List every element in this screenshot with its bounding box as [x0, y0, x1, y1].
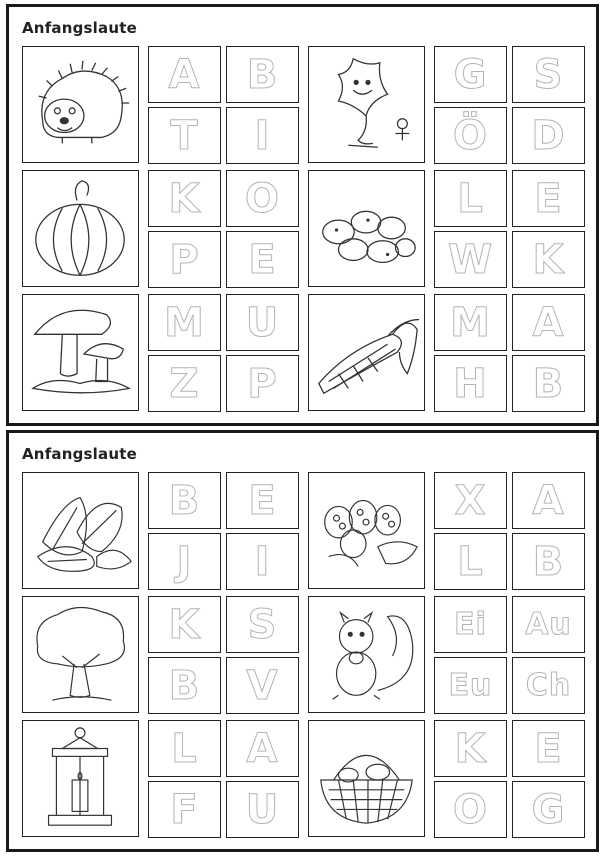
letter-card[interactable] — [148, 472, 221, 529]
letter-glyph: M — [164, 299, 205, 346]
letter-card[interactable] — [512, 781, 585, 838]
letter-card[interactable] — [512, 46, 585, 103]
letter-glyph: Ö — [452, 112, 488, 159]
letter-glyph: Ei — [454, 606, 487, 642]
letter-glyph: W — [447, 236, 494, 283]
letter-glyph: I — [254, 112, 271, 159]
letter-glyph: G — [531, 786, 566, 833]
letter-card[interactable] — [226, 170, 299, 227]
letter-card[interactable] — [226, 472, 299, 529]
letter-glyph: Z — [169, 360, 200, 407]
hedgehog-picture — [22, 46, 139, 163]
letter-card[interactable] — [148, 107, 221, 164]
letter-glyph: A — [246, 725, 279, 772]
letter-glyph: V — [246, 662, 279, 709]
letter-glyph: O — [244, 175, 280, 222]
letter-card[interactable] — [434, 657, 507, 714]
letter-card[interactable] — [434, 781, 507, 838]
letter-glyph: E — [534, 175, 563, 222]
letter-glyph: P — [169, 236, 200, 283]
worksheet-top — [6, 4, 599, 426]
letter-glyph: K — [454, 725, 487, 772]
letter-card[interactable] — [226, 596, 299, 653]
letter-card[interactable] — [434, 46, 507, 103]
letter-card[interactable] — [148, 720, 221, 777]
letter-glyph: X — [454, 477, 487, 524]
letter-glyph: J — [176, 538, 193, 585]
letter-glyph: G — [453, 51, 488, 98]
letter-card[interactable] — [512, 231, 585, 288]
letter-glyph: S — [533, 51, 564, 98]
letter-glyph: A — [532, 477, 565, 524]
letter-card[interactable] — [148, 231, 221, 288]
sheet-title: Anfangslaute — [22, 445, 137, 463]
letter-glyph: D — [531, 112, 566, 159]
letter-card[interactable] — [148, 781, 221, 838]
letter-glyph: K — [168, 175, 201, 222]
letter-card[interactable] — [512, 657, 585, 714]
letter-glyph: E — [248, 477, 277, 524]
pumpkin-picture — [22, 170, 139, 287]
mushrooms-picture — [22, 294, 139, 411]
letter-card[interactable] — [226, 533, 299, 590]
letter-card[interactable] — [226, 355, 299, 412]
letter-glyph: L — [171, 725, 198, 772]
letter-card[interactable] — [434, 472, 507, 529]
letter-glyph: B — [168, 662, 201, 709]
worksheet-bottom — [6, 430, 599, 852]
letter-glyph: I — [254, 538, 271, 585]
letter-card[interactable] — [512, 720, 585, 777]
corn-picture — [308, 294, 425, 411]
letter-card[interactable] — [226, 720, 299, 777]
letter-card[interactable] — [226, 657, 299, 714]
letter-glyph: K — [532, 236, 565, 283]
letter-card[interactable] — [512, 170, 585, 227]
letter-glyph: B — [168, 477, 201, 524]
letter-card[interactable] — [148, 355, 221, 412]
letter-glyph: B — [532, 538, 565, 585]
letter-card[interactable] — [226, 46, 299, 103]
letter-glyph: Ch — [525, 667, 572, 703]
letter-glyph: T — [170, 112, 199, 159]
letter-card[interactable] — [226, 107, 299, 164]
letter-card[interactable] — [434, 533, 507, 590]
letter-card[interactable] — [434, 107, 507, 164]
letter-glyph: B — [246, 51, 279, 98]
letter-card[interactable] — [148, 170, 221, 227]
letter-glyph: S — [247, 601, 278, 648]
sheet-title: Anfangslaute — [22, 19, 137, 37]
letter-card[interactable] — [512, 533, 585, 590]
basket-picture — [308, 720, 425, 837]
blackberries-picture — [308, 472, 425, 589]
letter-card[interactable] — [148, 533, 221, 590]
letter-card[interactable] — [148, 657, 221, 714]
letter-glyph: K — [168, 601, 201, 648]
letter-card[interactable] — [512, 355, 585, 412]
letter-glyph: E — [248, 236, 277, 283]
letter-glyph: H — [453, 360, 488, 407]
letter-card[interactable] — [512, 596, 585, 653]
letter-glyph: F — [170, 786, 199, 833]
letter-glyph: A — [532, 299, 565, 346]
letter-glyph: E — [534, 725, 563, 772]
letter-card[interactable] — [226, 294, 299, 351]
letter-card[interactable] — [434, 170, 507, 227]
letter-card[interactable] — [434, 596, 507, 653]
letter-glyph: A — [168, 51, 201, 98]
letter-glyph: M — [450, 299, 491, 346]
letter-glyph: L — [457, 538, 484, 585]
letter-card[interactable] — [434, 355, 507, 412]
letter-card[interactable] — [148, 294, 221, 351]
letter-glyph: P — [247, 360, 278, 407]
squirrel-picture — [308, 596, 425, 713]
letter-card[interactable] — [148, 46, 221, 103]
lantern-picture — [22, 720, 139, 837]
letter-glyph: U — [245, 299, 280, 346]
tree-picture — [22, 596, 139, 713]
letter-glyph: Eu — [448, 667, 493, 703]
letter-glyph: U — [245, 786, 280, 833]
kite-picture — [308, 46, 425, 163]
letter-glyph: Au — [525, 606, 572, 642]
letter-glyph: O — [452, 786, 488, 833]
letter-card[interactable] — [148, 596, 221, 653]
letter-card[interactable] — [434, 720, 507, 777]
letter-card[interactable] — [512, 472, 585, 529]
letter-card[interactable] — [226, 231, 299, 288]
letter-card[interactable] — [434, 294, 507, 351]
letter-card[interactable] — [512, 294, 585, 351]
leaves-picture — [22, 472, 139, 589]
potatoes-picture — [308, 170, 425, 287]
letter-card[interactable] — [512, 107, 585, 164]
letter-glyph: B — [532, 360, 565, 407]
letter-card[interactable] — [434, 231, 507, 288]
letter-glyph: L — [457, 175, 484, 222]
letter-card[interactable] — [226, 781, 299, 838]
